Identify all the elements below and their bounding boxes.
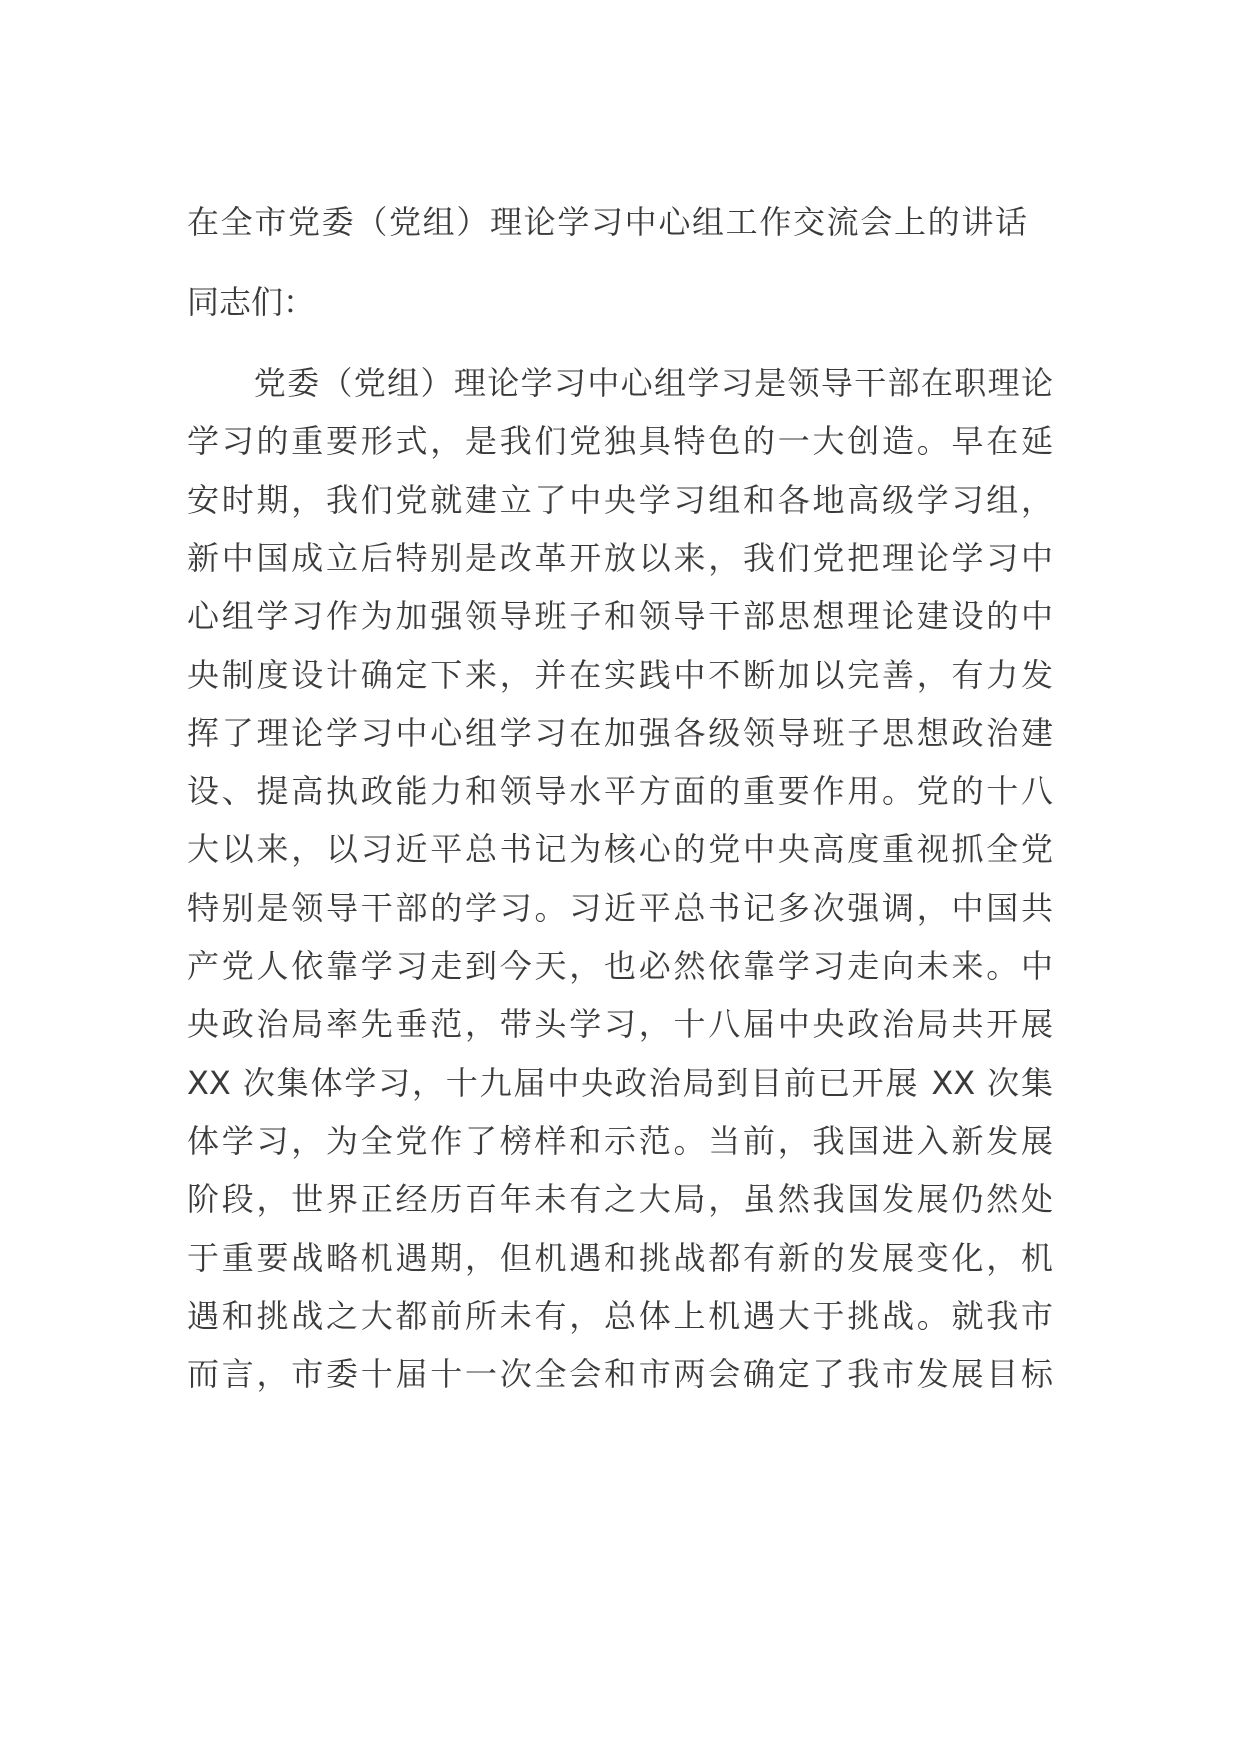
document-title: 在全市党委（党组）理论学习中心组工作交流会上的讲话: [187, 203, 1027, 241]
paragraph-line: 产党人依靠学习走到今天，也必然依靠学习走向未来。中: [187, 947, 1053, 985]
paragraph-line: 特别是领导干部的学习。习近平总书记多次强调，中国共: [187, 888, 1053, 927]
paragraph-line: 安时期，我们党就建立了中央学习组和各地高级学习组，: [187, 480, 1053, 519]
paragraph-line: 于重要战略机遇期，但机遇和挑战都有新的发展变化，机: [187, 1238, 1053, 1277]
paragraph-line: 而言，市委十届十一次全会和市两会确定了我市发展目标: [187, 1355, 1053, 1394]
paragraph-line: 心组学习作为加强领导班子和领导干部思想理论建设的中: [187, 597, 1053, 636]
paragraph-line: 挥了理论学习中心组学习在加强各级领导班子思想政治建: [187, 713, 1053, 752]
paragraph-line: 遇和挑战之大都前所未有，总体上机遇大于挑战。就我市: [187, 1296, 1053, 1335]
paragraph-line: 新中国成立后特别是改革开放以来，我们党把理论学习中: [187, 538, 1053, 577]
paragraph-line: 央政治局率先垂范，带头学习，十八届中央政治局共开展: [187, 1005, 1053, 1044]
paragraph-line: 央制度设计确定下来，并在实践中不断加以完善，有力发: [187, 655, 1053, 694]
paragraph-line: 党委（党组）理论学习中心组学习是领导干部在职理论: [187, 364, 1053, 402]
paragraph-line: 大以来，以习近平总书记为核心的党中央高度重视抓全党: [187, 830, 1053, 869]
paragraph-line: 阶段，世界正经历百年未有之大局，虽然我国发展仍然处: [187, 1180, 1053, 1219]
paragraph-line: XX 次集体学习，十九届中央政治局到目前已开展 XX 次集: [187, 1063, 1053, 1102]
paragraph-line: 设、提高执政能力和领导水平方面的重要作用。党的十八: [187, 772, 1053, 811]
greeting: 同志们：: [187, 283, 316, 321]
paragraph-line: 学习的重要形式，是我们党独具特色的一大创造。早在延: [187, 422, 1053, 461]
paragraph-line: 体学习，为全党作了榜样和示范。当前，我国进入新发展: [187, 1121, 1053, 1160]
